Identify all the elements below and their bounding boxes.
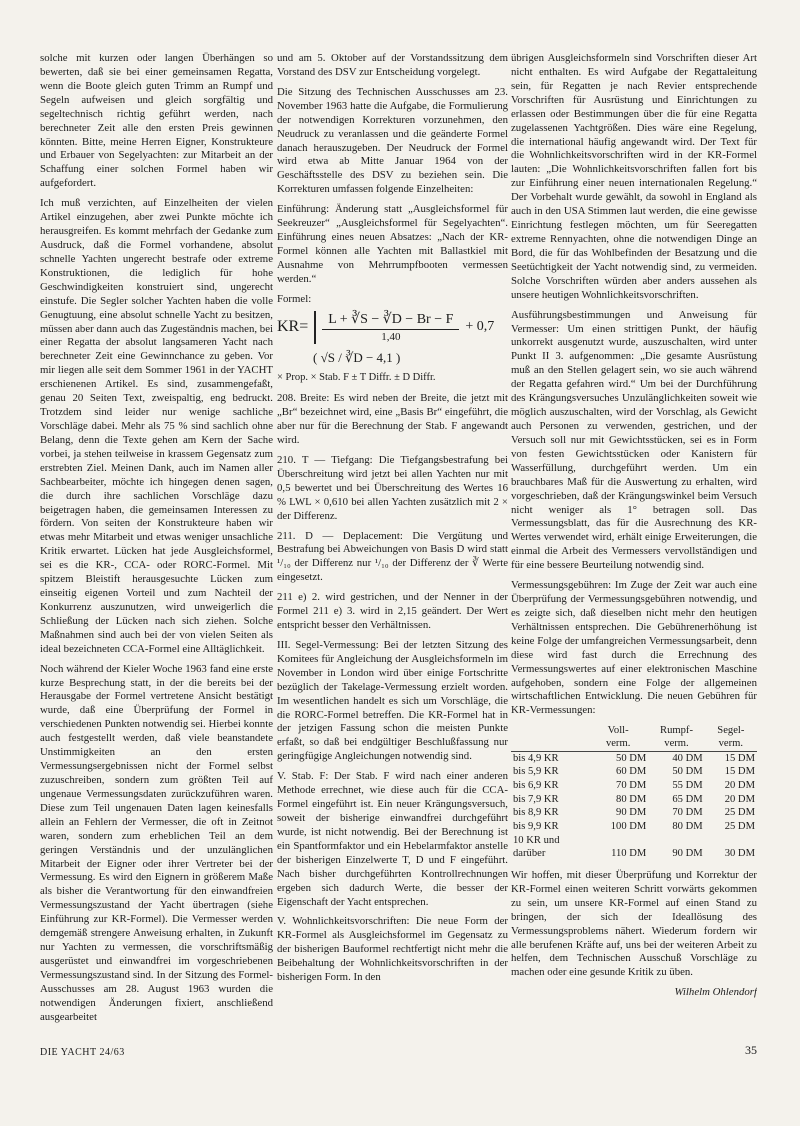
- formula-plus-term: + 0,7: [465, 319, 495, 335]
- table-cell: 30 DM: [724, 848, 755, 860]
- paragraph: Noch während der Kieler Woche 1963 fand eine erste kurze Besprechung statt, in der die bereits bei der Herausgabe der Formel vertretene Ansicht bestätigt wurde, daß eine Überprüfung der Formel in verschiedenen Punkten notwendig sei. Hierbei konnte auch festgestellt werden, daß viele beanstandete Unstimmigkeiten an den ersten Vermessungsergebnissen nicht der Formel selbst zuzuschreiben, sondern zum größten Teil auf ungenaue Vermessungsdaten zurückzuführen waren. Diese zum Teil ungenauen Daten lagen keinesfalls allein an Fehlern der Vermesser, die oft in Zeitnot waren, sondern zum erheblichen Teil an dem geringen Verständnis und der unzulänglichen Mitarbeit der Eigner oder ihrer Vertreter bei der Vermessung. Es wird den Eignern in größerem Maße als bisher die Verantwortung für den einwandfreien Vermessungszustand der Yacht übertragen (siehe Einführung zur KR-Formel). Die Vermesser werden demgemäß strengere Anweisung erhalten, in Zukunft nur Yachten zu vermessen, die vorschriftsmäßig ausgerüstet und einwandfrei im vorgeschriebenen Vermessungszustand sind. In der Sitzung des Formel-Ausschusses am 28. August 1963 wurden die notwendigen Änderungen fixiert, anschließend ausgearbeitet: [40, 662, 273, 1023]
- formula-lhs: KR=: [277, 317, 309, 335]
- table-cell: 25 DM: [724, 807, 755, 819]
- column-middle: [277, 52, 508, 1040]
- header-text: Rumpf- verm.: [660, 725, 693, 749]
- formula-numerator: L + ∛S − ∛D − Br − F: [322, 311, 459, 330]
- column-left: [40, 52, 273, 1040]
- table-cell: bis 4,9 KR: [513, 752, 559, 764]
- paragraph: III. Segel-Vermessung: Bei der letzten Sitzung des Komitees für Angleichung der Ausgleichsformeln im November in London wird über einige Fortschritte bezüglich der Takelage-Vermessung erzielt worden. Im wesentlichen handelt es sich um Vorschläge, die die RORC-Formel betreffen. Die KR-Formel hat in der jetzigen Fassung schon die meisten Punkte erfaßt, so daß bei endgültiger Beschlußfassung nur geringfügige Angleichungen notwendig sind.: [277, 638, 508, 763]
- table-cell: 65 DM: [672, 793, 703, 805]
- fee-table: [511, 724, 757, 861]
- paragraph: Einführung: Änderung statt „Ausgleichsformel für Seekreuzer“ „Ausgleichsformel für Segelyachten“. Einführung eines neuen Absatzes: „Nach der KR-Formel können alle Yachten mit Ballastkiel mit Ausnahme von Mehrrumpfbooten vermessen werden.“: [277, 203, 508, 285]
- table-cell: bis 6,9 KR: [513, 779, 559, 791]
- paragraph: Ich muß verzichten, auf Einzelheiten der vielen Artikel einzugehen, aber zwei Punkte möchte ich herausgreifen. Es kommt mehrfach der Gedanke zum Ausdruck, daß die Formel vorhandene, absolut schnelle Yachten ungerecht bestrafe oder extreme Konstruktionen, die lediglich für hohe Geschwindigkeiten konstruiert sind, ungerecht einstufe. Die Segler solcher Yachten haben die volle Genugtuung, eine absolut schnelle Yacht zu besitzen, müssen aber dann auch das Zugeständnis machen, bei einer Regatta der absolut langsameren Yacht nach berechneter Zeit eine Gewinnchance zu geben. Vor mir liegen alle seit dem Sommer 1961 in der YACHT erschienenen Artikel. Es sind, zusammengefaßt, genau 20 Seiten Text, zweispaltig, eng bedruckt. Trotzdem sind leider nur wenige sachliche Vorschläge dabei. Mehr als 75 % sind sachlich ohne Belang, denn die Texte gehen am Kern der Sache vorbei, ja stehen teilweise in krassem Gegensatz zum erstrebten Ziel. Meinen Dank, auch im Namen aller Sachbearbeiter, möchte ich hingegen denen sagen, die durch ihre sachlichen Vorschläge dazu beigetragen haben, die gemeinsamen Interessen zu fördern. Von seiten der Konstrukteure haben wir etwas mehr Mitarbeit und etwas weniger unsachliche Kritik erwartet. Lücken hat jede Ausgleichsformel, sei es die KR-, CCA- oder RORC-Formel. Mit spitzem Bleistift herausgesuchte Lücken zum einseitig eigenen Vorteil und zum Nachteil der Konkurrenz auszunutzen, wird unweigerlich die Schließung der Lücken nach sich ziehen. Solche Maßnahmen sind auch bei der von vielen Seiten als ideal bezeichneten CCA-Formel eine Alltäglichkeit.: [40, 197, 273, 655]
- table-cell: 40 DM: [672, 752, 703, 764]
- kr-formula: [277, 293, 508, 384]
- table-cell: 100 DM: [610, 820, 647, 832]
- table-cell: bis 8,9 KR: [513, 807, 559, 819]
- table-cell: 15 DM: [724, 766, 755, 778]
- table-row: [511, 779, 757, 793]
- fee-table-header: [588, 724, 648, 751]
- table-cell: 20 DM: [724, 793, 755, 805]
- table-row: [511, 834, 757, 861]
- fee-table-header: [648, 724, 704, 751]
- paragraph: solche mit kurzen oder langen Überhängen so bewerten, daß sie bei einer gemeinsamen Regatta, wenn die Boote gleich guten Trimm an Rumpf und Segeln aufweisen und gleich sorgfältig und segeltechnisch richtig geführt werden, nach berechneter Zeit alle den ersten Preis gewinnen könnten. Bitte, meine Herren Eigner, Konstrukteure und Erbauer von Segelyachten: zur Mitarbeit an der Schaffung einer solchen Formel haben wir aufgefordert.: [40, 52, 273, 190]
- fee-table-header: [511, 724, 588, 751]
- formula-denominator: 1,40: [381, 330, 401, 343]
- paragraph: 208. Breite: Es wird neben der Breite, die jetzt mit „Br“ bezeichnet wird, eine „Basis Br“ eingeführt, die aber nur für die Berechnung der Stab. F angewandt wird.: [277, 392, 508, 446]
- fee-table-header: [705, 724, 757, 751]
- paragraph: Die Sitzung des Technischen Ausschusses am 23. November 1963 hatte die Aufgabe, die Formulierung der notwendigen Korrekturen vorzunehmen, den Neudruck zu veranlassen und die geänderte Formel danach herauszugeben. Der Neudruck der Formel wird etwa ab Mitte Januar 1964 von der Geschäftsstelle des DSV zu beziehen sein. Die Korrekturen umfassen folgende Einzelheiten:: [277, 85, 508, 196]
- table-row: [511, 820, 757, 834]
- paragraph: übrigen Ausgleichsformeln sind Vorschriften dieser Art nicht enthalten. Es wird Aufgabe der Regattaleitung sein, für Regatten je nach Revier entsprechende Vorschriften für Ausrüstung und Einrichtungen zu erlassen oder Bestimmungen über die für eine Regatta zugelassenen Yachtgrößen. Dies wäre eine Regelung, die international häufig angewandt wird. Der Text für die Wohnlichkeitsvorschriften wird in der KR-Formel lauten: „Die Wohnlichkeitsvorschriften fallen fort bis zur Einführung einer neuen internationalen Regelung.“ Der Vorbehalt wurde gewählt, da sowohl in England als auch in den USA Stimmen laut werden, die eine gewisse Einrichtung festlegen möchten, um für Seeregatten extreme Rennyachten, ohne die notwendigen Dinge an Bord, die für das Wohlbefinden der Besatzung und die Seetüchtigkeit der Yacht notwendig sind, zu vermeiden. Solche Vorschriften würden aber anders aussehen als unsere heutigen Wohnlichkeitsvorschriften.: [511, 52, 757, 301]
- table-cell: 70 DM: [672, 807, 703, 819]
- header-text: Segel- verm.: [717, 725, 745, 749]
- table-cell: 55 DM: [672, 779, 703, 791]
- table-cell: 60 DM: [616, 766, 647, 778]
- table-row: [511, 806, 757, 820]
- table-cell: 10 KR und darüber: [513, 834, 560, 860]
- formula-fraction: [314, 311, 459, 344]
- magazine-issue-label: DIE YACHT 24/63: [40, 1047, 125, 1058]
- table-cell: 50 DM: [672, 766, 703, 778]
- table-cell: 15 DM: [724, 752, 755, 764]
- author-signature: Wilhelm Ohlendorf: [674, 986, 757, 999]
- table-cell: 90 DM: [672, 848, 703, 860]
- table-row: [511, 751, 757, 765]
- paragraph: V. Wohnlichkeitsvorschriften: Die neue Form der KR-Formel als Ausgleichsformel im Gegensatz zu der bisherigen Bauformel rechtfertigt nicht mehr die Beibehaltung der Wohnlichkeitsvorschriften in der bisherigen Form. In den: [277, 915, 508, 984]
- paragraph: Vermessungsgebühren: Im Zuge der Zeit war auch eine Überprüfung der Vermessungsgebühren notwendig, und es zeigte sich, daß dieselben nicht mehr den heutigen Verhältnissen entsprechen. Die Gebührenerhöhung ist keine Folge der umfangreichen Vermessungsarbeit, denn diese wird fast durch die Errechnung des Vermessungswertes auf einer elektronischen Maschine aufgehoben, sondern eine Folge der allgemeinen wirtschaftlichen Entwicklung. Die neuen Gebühren für KR-Vermessungen:: [511, 579, 757, 717]
- paragraph: und am 5. Oktober auf der Vorstandssitzung dem Vorstand des DSV zur Entscheidung vorgelegt.: [277, 52, 508, 78]
- table-cell: 50 DM: [616, 752, 647, 764]
- table-cell: 80 DM: [616, 793, 647, 805]
- fee-table-header-row: [511, 724, 757, 751]
- table-cell: 80 DM: [672, 820, 703, 832]
- paragraph: V. Stab. F: Der Stab. F wird nach einer anderen Methode errechnet, wie diese auch für die CCA-Formel eingeführt ist. Ein neuer Krängungsversuch, soweit der bisherige einwandfrei durchgeführt wurde, ist nicht notwendig. Bei der Berechnung ist ein Spantformfaktor und ein Hebelarmfaktor anstelle der bisherigen Einzelwerte T, D und F eingeführt. Nach bisher durchgeführten Kontrollrechnungen ergeben sich dadurch Werte, die besser der Eigenschaft der Yacht entsprechen.: [277, 770, 508, 908]
- table-cell: 25 DM: [724, 820, 755, 832]
- paragraph: Wir hoffen, mit dieser Überprüfung und Korrektur der KR-Formel einen weiteren Schritt vorwärts gekommen zu sein, um unsere KR-Formel auf einen Stand zu bringen, der sich der Ideallösung des Vermessungsproblems nähert. Wiederum fordern wir alle berufenen Kräfte auf, uns bei der weiteren Arbeit zu helfen, dem Technischen Ausschuß Vorschläge zu machen oder eine gesunde Kritik zu üben.: [511, 868, 757, 979]
- table-cell: bis 7,9 KR: [513, 793, 559, 805]
- paragraph: 210. T — Tiefgang: Die Tiefgangsbestrafung bei Überschreitung wird jetzt bei allen Yachten nur mit 0,5 bewertet und bei Überschreitung des Wertes 16 % LWL × 0,610 bei allen Yachten zusätzlich mit 2 × der Differenz.: [277, 453, 508, 522]
- formula-main-line: [277, 311, 508, 344]
- table-cell: 110 DM: [611, 848, 647, 860]
- column-right: [511, 52, 757, 1040]
- paragraph: Ausführungsbestimmungen und Anweisung für Vermesser: Um einen strittigen Punkt, der häufig unkorrekt ausgenutzt wurde, auszuschalten, wird unter Punkt II 3. aufgenommen: „Die gesamte Ausrüstung muß an den Stellen gelagert sein, wo sie auch während der Regatta gefahren wird.“ Um bei der Durchführung des Krängungsversuches Unzulänglichkeiten soweit wie möglich auszuschalten, wird der Vorschlag, als Gewicht auch Personen zu verwenden, gestrichen, und der Versuch soll nur mit Gewichtsstücken, sei es in Form von festen Gewichtsstücken oder Kanistern für Wasserfüllung, durchgeführt werden. Um ein brauchbares Maß für die Auswertung zu erhalten, wird vorgeschrieben, daß der Krängungswinkel beim Versuch nicht weniger als 1° betragen soll. Das Vermessungsblatt, das für die Ausrechnung des KR-Wertes verwendet wird, erhält einige Erweiterungen, die einmal die Arbeit des Vermessers vervollständigen und für eine bessere Beurteilung notwendig sind.: [511, 308, 757, 572]
- table-cell: bis 9,9 KR: [513, 820, 559, 832]
- paragraph: 211. D — Deplacement: Die Vergütung und Bestrafung bei Abweichungen von Basis D wird statt ¹/₁₀ der Differenz nur ¹/₁₀ der Differenz der ∛ Werte eingesetzt.: [277, 529, 508, 584]
- table-cell: bis 5,9 KR: [513, 766, 559, 778]
- page-number: 35: [745, 1043, 757, 1057]
- table-cell: 90 DM: [616, 807, 647, 819]
- formula-second-line: ( √S / ∛D − 4,1 ): [313, 349, 401, 365]
- table-row: [511, 793, 757, 807]
- table-row: [511, 765, 757, 779]
- paragraph: 211 e) 2. wird gestrichen, und der Nenner in der Formel 211 e) 3. wird in 2,15 geändert. Der Wert entspricht besser den Verhältnissen.: [277, 591, 508, 632]
- formula-third-line: × Prop. × Stab. F ± T Diffr. ± D Diffr.: [277, 371, 436, 383]
- formula-label: Formel:: [277, 292, 312, 305]
- header-text: Voll- verm.: [605, 725, 631, 749]
- table-cell: 20 DM: [724, 779, 755, 791]
- table-cell: 70 DM: [616, 779, 647, 791]
